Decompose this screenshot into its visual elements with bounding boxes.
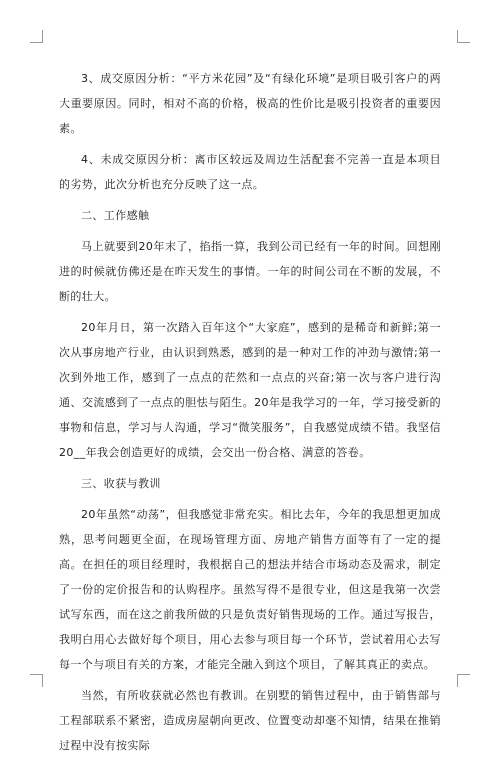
section-heading-gains-lessons: 三、收获与教训 xyxy=(81,477,161,490)
crop-mark-top-left xyxy=(30,30,43,43)
crop-mark-bottom-left xyxy=(30,674,43,687)
paragraph-gains: 20年虽然“动荡”，但我感觉非常充实。相比去年，今年的我思想更加成熟，思考问题更全面，在现场管理方面、房地产销售方面等有了一定的提高。在担任的项目经理时，我根据自己的想法并结合市场动态及需求，制定了一份的定价报告和的认购程序。虽然写得不是很专业，但这是我第一次尝试写东西，而在这之前我所做的只是负责好销售现场的工作。通过写报告，我明白用心去做好每个项目，用心去参与项目每一个环节，尝试着用心去写每一个与项目有关的方案，才能完全融入到这个项目，了解其真正的卖点。 xyxy=(59,508,441,671)
paragraph-deal-reasons: 3、成交原因分析：“平方米花园”及“有绿化环境”是项目吸引客户的两大重要原因。同时，相对不高的价格，极高的性价比是吸引投资者的重要因素。 xyxy=(59,72,441,135)
crop-mark-top-right xyxy=(457,30,470,43)
paragraph-first-times: 20年月日，第一次踏入百年这个“大家庭”，感到的是稀奇和新鲜;第一次从事房地产行业，由认识到熟悉，感到的是一种对工作的冲劲与激情;第一次到外地工作，感到了一点点的茫然和一点点的兴奋;第一次与客户进行沟通、交流感到了一点点的胆怯与陌生。20年是我学习的一年，学习接受新的事物和信息，学习与人沟通，学习“微笑服务”，自我感觉成绩不错。我坚信20__年我会创造更好的成绩，会交出一份合格、满意的答卷。 xyxy=(59,321,441,459)
paragraph-no-deal-reasons: 4、未成交原因分析：离市区较远及周边生活配套不完善一直是本项目的劣势，此次分析也充分反映了这一点。 xyxy=(59,153,441,191)
document-body xyxy=(59,66,441,764)
paragraph-year-end: 马上就要到20年末了，掐指一算，我到公司已经有一年的时间。回想刚进的时候就仿佛还是在昨天发生的事情。一年的时间公司在不断的发展，不断的壮大。 xyxy=(59,240,441,303)
section-heading-work-feelings: 二、工作感触 xyxy=(81,209,150,222)
paragraph-lessons: 当然，有所收获就必然也有教训。在别墅的销售过程中，由于销售部与工程部联系不紧密，造成房屋朝向更改、位置变动却毫不知情，结果在推销过程中没有按实际 xyxy=(59,689,441,752)
crop-mark-bottom-right xyxy=(457,674,470,687)
